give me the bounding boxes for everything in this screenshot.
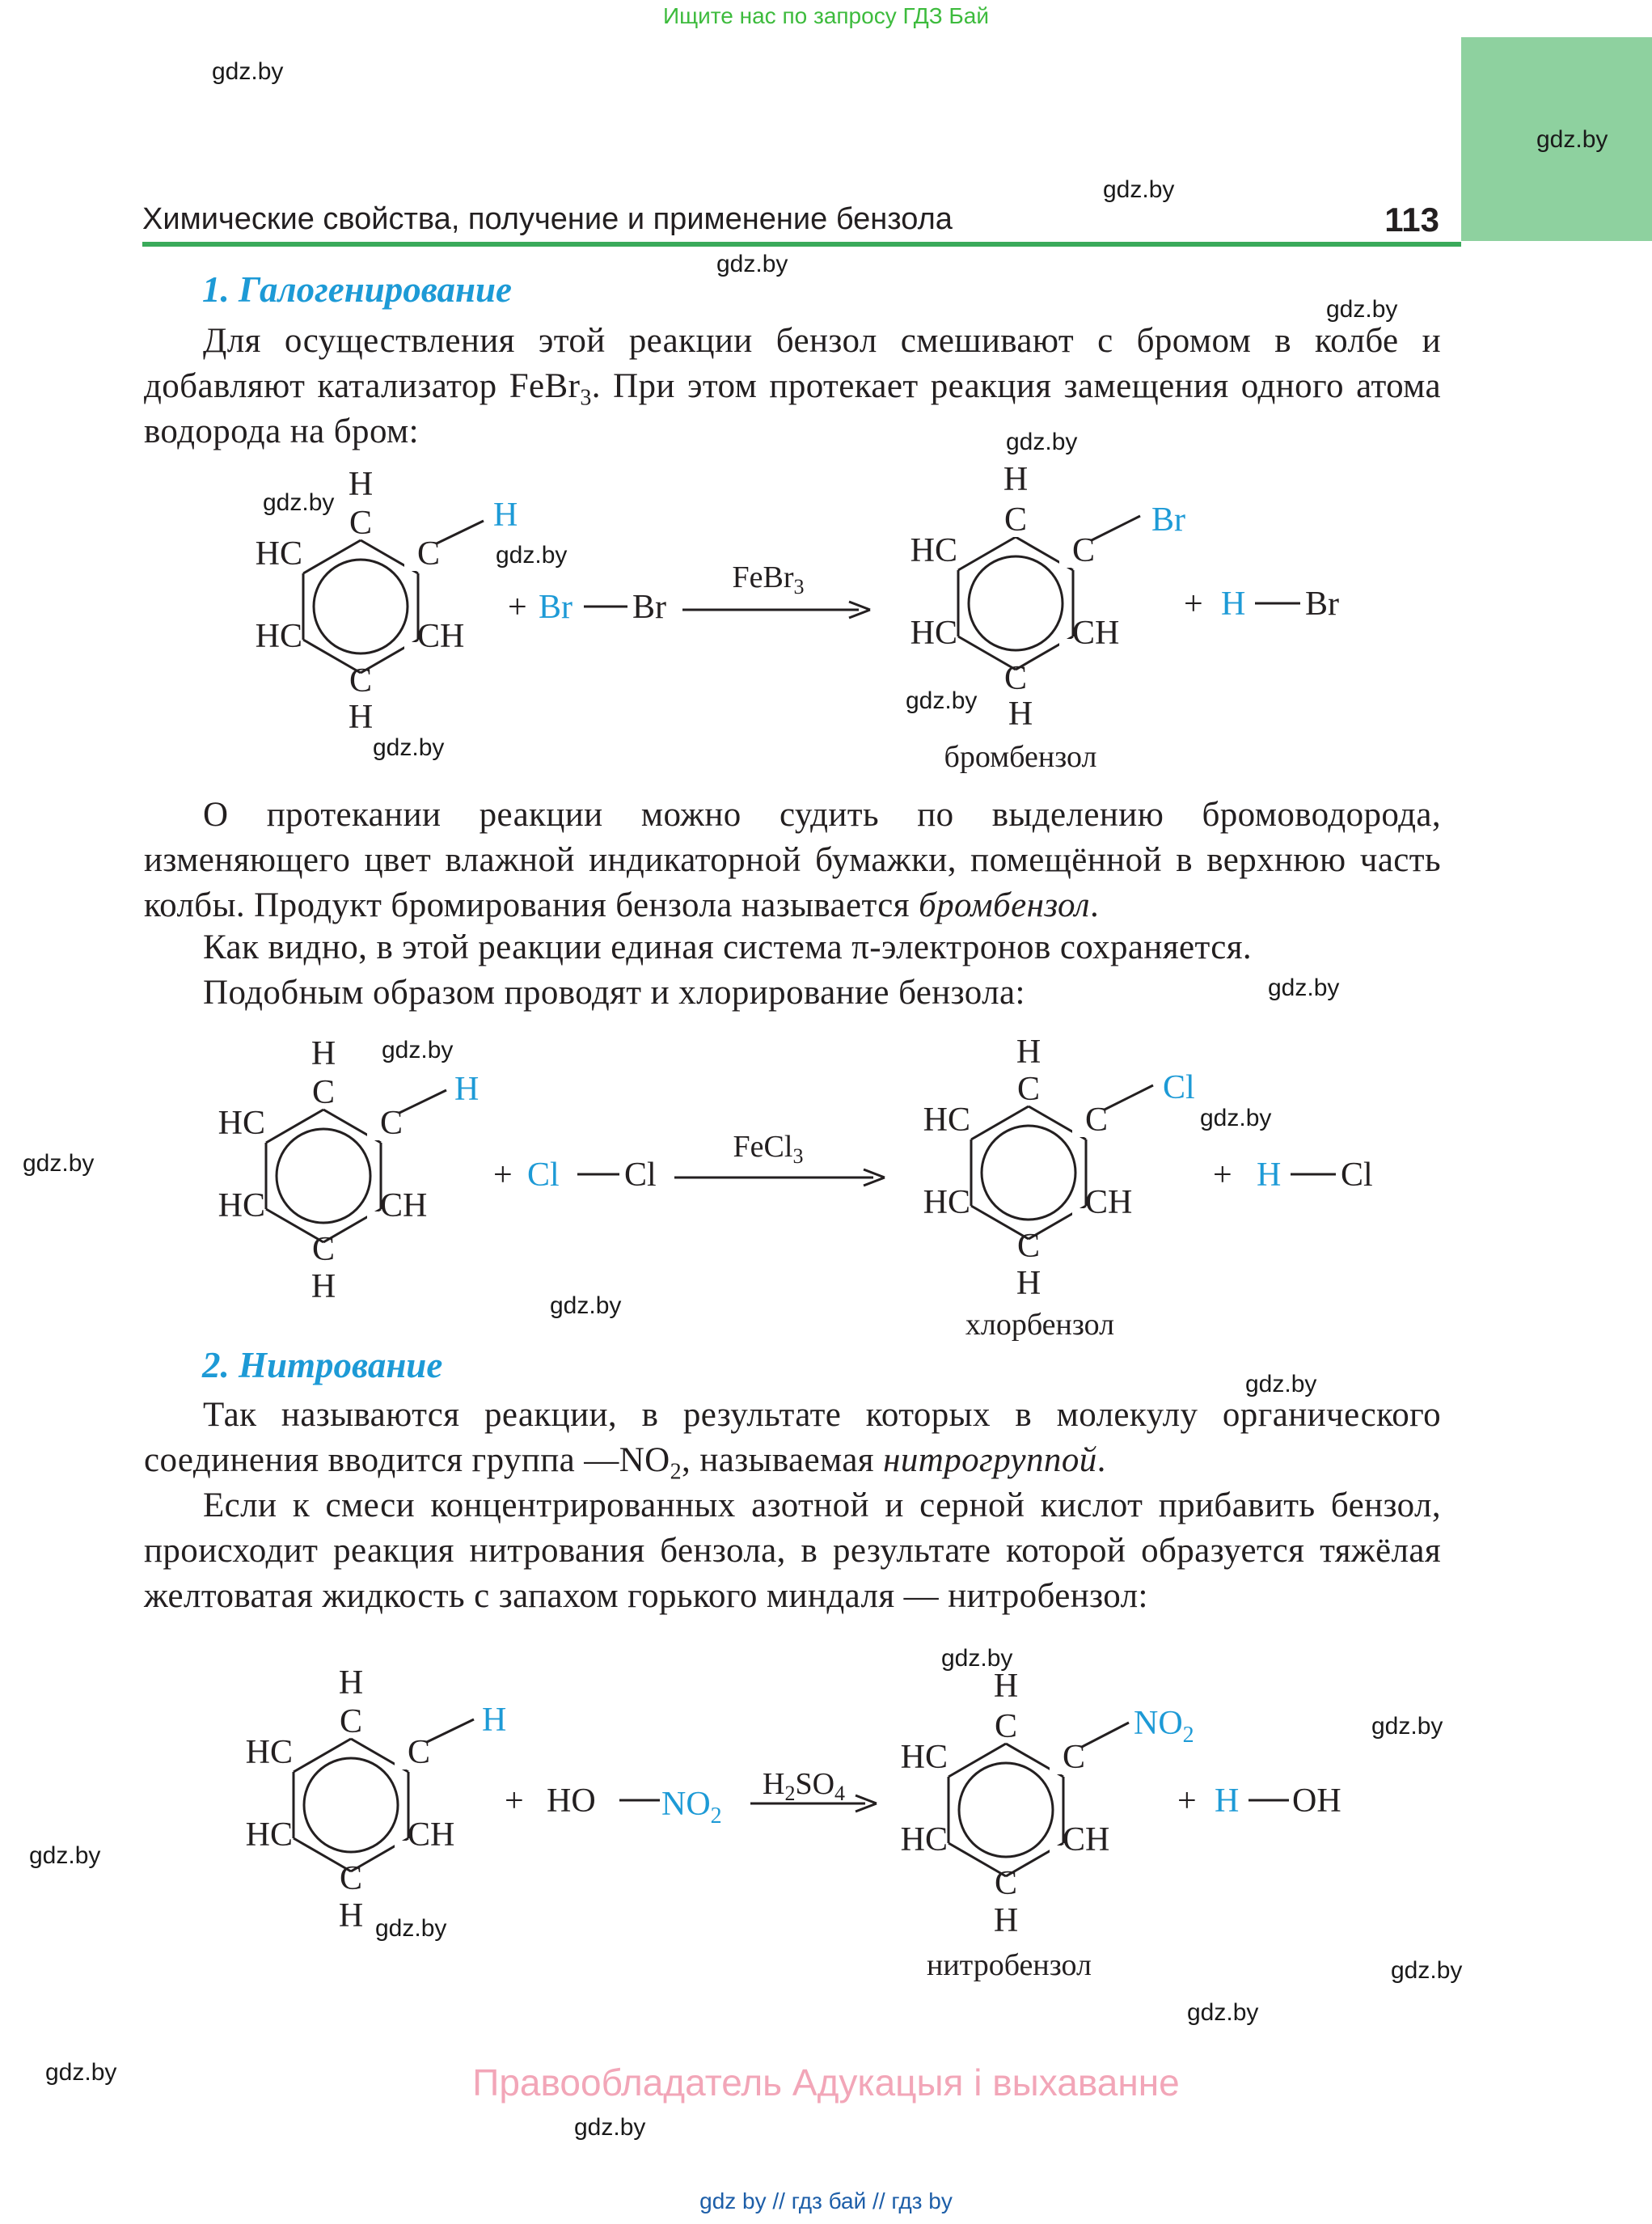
substituted-hydrogen: H: [493, 497, 518, 534]
watermark: gdz.by: [1371, 1713, 1443, 1740]
byproduct-h: H: [1257, 1156, 1282, 1194]
atom-c: C: [311, 1231, 336, 1268]
page-header-title: Химические свойства, получение и применение бензола: [142, 202, 953, 236]
atom-h: H: [338, 1664, 364, 1702]
top-search-note: Ищите нас по запросу ГДЗ Бай: [662, 3, 990, 28]
plus-sign: +: [1184, 586, 1203, 623]
plus-sign: +: [508, 589, 527, 626]
paragraph-chlorination-intro: Подобным образом проводят и хлорирование бензола:: [203, 974, 1025, 1012]
watermark: gdz.by: [550, 1292, 622, 1319]
atom-hc: HC: [900, 1739, 948, 1776]
atom-h: H: [1003, 461, 1029, 498]
atom-c: C: [1085, 1101, 1109, 1139]
atom-hc: HC: [218, 1105, 265, 1142]
benzene-ring-reactant: [303, 540, 418, 673]
paragraph-nitration-description: Если к смеси концентрированных азотной и серной кислот прибавить бензол, происходит реакция нитрования бензола, в результате которой образуется тяжёлая желтоватая жидкость с запахом горького миндаля — нитробензол:: [144, 1486, 1441, 1615]
text-span: , называемая: [682, 1441, 884, 1479]
watermark: gdz.by: [382, 1037, 454, 1063]
watermark: gdz.by: [1103, 176, 1175, 203]
byproduct-h: H: [1215, 1782, 1240, 1820]
watermark: gdz.by: [263, 489, 335, 516]
watermark: gdz.by: [496, 542, 568, 569]
section-heading-nitration: 2. Нитрование: [202, 1345, 443, 1385]
atom-c: C: [1003, 660, 1028, 697]
atom-ch: CH: [1072, 615, 1120, 652]
watermark: gdz.by: [1536, 126, 1608, 153]
atom-c: C: [311, 1074, 336, 1111]
atom-c: C: [1003, 501, 1028, 539]
substituted-hydrogen: H: [482, 1702, 507, 1739]
reagent-cl: Cl: [527, 1156, 560, 1194]
copyright-holder-note: Правообладатель Адукацыя і выхаванне: [472, 2061, 1180, 2103]
substituent-cl: Cl: [1163, 1069, 1195, 1106]
atom-c: C: [380, 1105, 403, 1142]
atom-hc: HC: [923, 1101, 970, 1139]
atom-h: H: [338, 1897, 364, 1934]
watermark: gdz.by: [45, 2059, 117, 2086]
atom-ch: CH: [1085, 1184, 1133, 1221]
plus-sign: +: [493, 1156, 513, 1194]
atom-hc: HC: [255, 535, 302, 573]
atom-h: H: [1016, 1034, 1041, 1071]
watermark: gdz.by: [1268, 975, 1340, 1001]
plus-sign: +: [1177, 1782, 1197, 1820]
paragraph-halogenation-intro: [144, 319, 1441, 455]
atom-h: H: [311, 1035, 336, 1072]
catalyst-label: FeCl$_3$: [733, 1130, 804, 1168]
paragraph-bromination-result: [144, 793, 1441, 928]
atom-hc: HC: [923, 1184, 970, 1221]
reagent-cl: Cl: [624, 1156, 657, 1194]
atom-ch: CH: [380, 1187, 428, 1224]
text-span: .: [1089, 886, 1100, 924]
atom-ch: CH: [1063, 1821, 1110, 1858]
product-name-chlorobenzene: хлорбензол: [965, 1308, 1115, 1342]
benzene-ring-product: [971, 1106, 1086, 1239]
atom-h: H: [1016, 1265, 1041, 1302]
paragraph-nitration-definition: [144, 1393, 1441, 1483]
reaction-bromination: [0, 453, 1652, 793]
byproduct-h: H: [1221, 586, 1246, 623]
atom-h: H: [1008, 696, 1033, 733]
atom-ch: CH: [417, 618, 465, 655]
watermark: gdz.by: [373, 734, 445, 761]
subscript: 2: [670, 1459, 682, 1485]
reagent-br: Br: [632, 589, 666, 626]
text-span: . При этом протекает реакция замещения одного атома водорода на бром:: [144, 367, 1441, 450]
atom-c: C: [994, 1865, 1018, 1902]
benzene-ring-product: [958, 537, 1073, 670]
paragraph-pi-system: Как видно, в этой реакции единая система π-электронов сохраняется.: [203, 928, 1253, 966]
watermark: gdz.by: [1391, 1957, 1463, 1984]
subscript: 3: [580, 385, 592, 411]
atom-c: C: [339, 1703, 363, 1740]
byproduct-oh: OH: [1292, 1782, 1341, 1820]
reagent-no2: $NO_2$: [661, 1786, 722, 1829]
header-rule: [142, 242, 1461, 247]
text-span: О протекании реакции можно судить по выделению бромоводорода, изменяющего цвет влажной индикаторной бумажки, помещённой в верхнюю часть колбы. Продукт бромирования бензола называется: [144, 796, 1441, 924]
watermark: gdz.by: [716, 251, 788, 277]
atom-ch: CH: [408, 1816, 455, 1854]
atom-c: C: [349, 662, 373, 700]
reagent-br: Br: [539, 589, 572, 626]
catalyst-label: FeBr$_3$: [732, 560, 805, 598]
reagent-ho: HO: [547, 1782, 596, 1820]
plus-sign: +: [505, 1782, 524, 1820]
product-name-nitrobenzene: нитробензол: [926, 1948, 1092, 1982]
substituent-br: Br: [1151, 501, 1185, 539]
atom-h: H: [311, 1268, 336, 1305]
atom-c: C: [994, 1708, 1018, 1745]
watermark: gdz.by: [29, 1842, 101, 1869]
benzene-ring-product: [949, 1744, 1063, 1876]
atom-hc: HC: [910, 615, 957, 652]
atom-h: H: [348, 466, 374, 503]
text-span: .: [1096, 1441, 1106, 1479]
watermark: gdz.by: [1326, 296, 1398, 323]
atom-hc: HC: [255, 618, 302, 655]
benzene-ring-reactant: [294, 1739, 408, 1871]
reaction-nitration: [0, 1656, 1652, 1996]
atom-hc: HC: [900, 1821, 948, 1858]
atom-hc: HC: [245, 1734, 293, 1771]
atom-c: C: [339, 1860, 363, 1897]
substituent-no2: $NO_2$: [1134, 1705, 1194, 1748]
byproduct-cl: Cl: [1341, 1156, 1373, 1194]
watermark: gdz.by: [941, 1645, 1013, 1672]
text-span: Так называются реакции, в результате которых в молекулу органического соединения вводится группа —NO: [144, 1396, 1441, 1479]
atom-hc: HC: [218, 1187, 265, 1224]
atom-c: C: [1063, 1739, 1086, 1776]
byproduct-br: Br: [1305, 586, 1339, 623]
bottom-links[interactable]: gdz by // гдз бай // гдз by: [699, 2188, 953, 2213]
atom-h: H: [993, 1668, 1019, 1705]
watermark: gdz.by: [1006, 429, 1078, 455]
section-heading-halogenation: 1. Галогенирование: [202, 269, 513, 310]
plus-sign: +: [1213, 1156, 1232, 1194]
watermark: gdz.by: [906, 687, 978, 714]
watermark: gdz.by: [574, 2114, 646, 2141]
text-span: Для осуществления этой реакции бензол смешивают с бромом в колбе и добавляют катализатор FeBr: [144, 322, 1441, 405]
italic-term: бромбензол: [919, 886, 1090, 924]
substituted-hydrogen: H: [454, 1071, 480, 1108]
atom-h: H: [993, 1902, 1019, 1939]
watermark: gdz.by: [1245, 1371, 1317, 1397]
watermark: gdz.by: [1200, 1105, 1272, 1131]
italic-term: нитрогруппой: [883, 1441, 1097, 1479]
benzene-ring-reactant: [266, 1110, 381, 1242]
watermark: gdz.by: [212, 58, 284, 85]
atom-h: H: [348, 699, 374, 736]
page-number: 113: [1384, 201, 1439, 239]
atom-c: C: [417, 535, 441, 573]
watermark: gdz.by: [375, 1915, 447, 1942]
atom-hc: HC: [910, 532, 957, 569]
catalyst-label: $H_2SO_4$: [762, 1767, 846, 1805]
atom-hc: HC: [245, 1816, 293, 1854]
watermark: gdz.by: [23, 1150, 95, 1177]
atom-c: C: [1072, 532, 1096, 569]
atom-c: C: [1016, 1228, 1041, 1265]
atom-c: C: [349, 505, 373, 542]
product-name-bromobenzene: бромбензол: [944, 740, 1097, 774]
atom-c: C: [408, 1734, 431, 1771]
atom-c: C: [1016, 1071, 1041, 1108]
reaction-chlorination: [0, 1027, 1652, 1351]
watermark: gdz.by: [1187, 1999, 1259, 2026]
